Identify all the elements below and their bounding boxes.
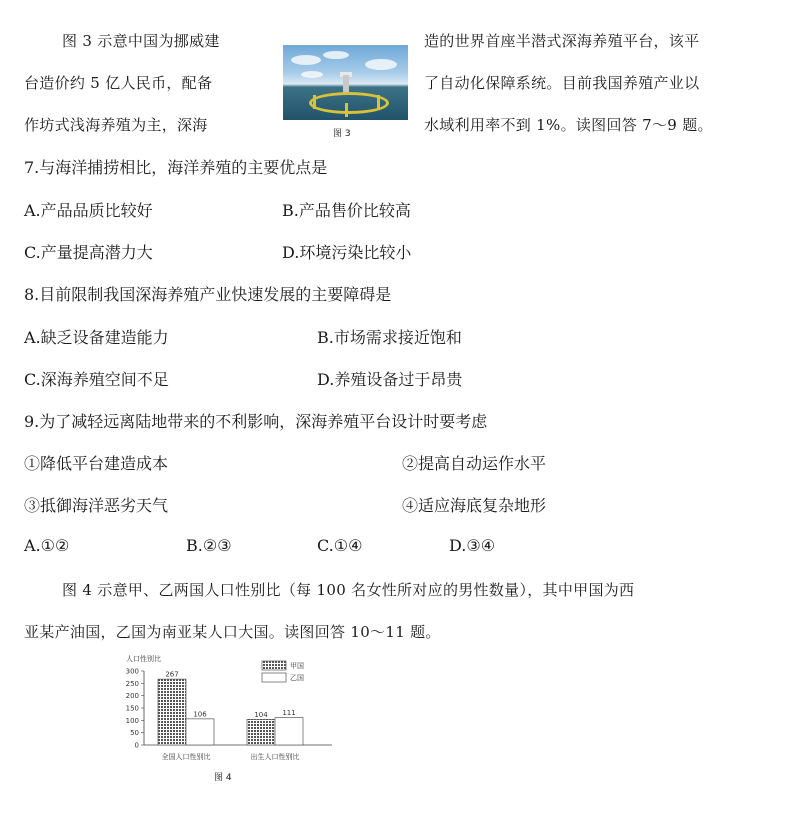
y-tick-label: 250: [125, 679, 139, 688]
q9-stem: 9.为了减轻远离陆地带来的不利影响，深海养殖平台设计时要考虑: [24, 412, 488, 431]
y-tick-label: 300: [125, 667, 139, 676]
passage1-line3-left: 作坊式浅海养殖为主，深海: [24, 116, 208, 134]
q9-option-b: B.②③: [186, 536, 232, 555]
q9-option-a: A.①②: [24, 536, 70, 555]
passage1-line2-right: 了自动化保障系统。目前我国养殖产业以: [424, 74, 700, 92]
passage1-line1-right: 造的世界首座半潜式深海养殖平台，该平: [424, 32, 700, 50]
legend-label: 甲国: [290, 662, 304, 670]
x-category-label: 全国人口性别比: [161, 753, 211, 761]
q7-option-a: A.产品品质比较好: [24, 201, 153, 220]
q8-option-c: C.深海养殖空间不足: [24, 370, 169, 389]
q7-option-b: B.产品售价比较高: [282, 201, 411, 220]
y-tick-label: 0: [134, 741, 139, 750]
q7-option-d: D.环境污染比较小: [282, 243, 412, 262]
bar-value-label: 106: [193, 710, 207, 719]
q8-stem: 8.目前限制我国深海养殖产业快速发展的主要障碍是: [24, 285, 392, 304]
y-axis-label: 人口性别比: [126, 655, 161, 663]
q9-statement-1: ①降低平台建造成本: [24, 454, 169, 473]
y-tick-label: 100: [125, 716, 139, 725]
q8-option-a: A.缺乏设备建造能力: [24, 328, 169, 347]
y-tick-label: 150: [125, 704, 139, 713]
figure4-sex-ratio-chart: [110, 652, 340, 777]
passage1-line1-left: 图 3 示意中国为挪威建: [62, 32, 220, 50]
figure3-caption: 图 3: [333, 129, 351, 139]
bar-value-label: 104: [254, 710, 268, 719]
passage2-line1: 图 4 示意甲、乙两国人口性别比（每 100 名女性所对应的男性数量），其中甲国为西: [62, 581, 635, 599]
y-tick-label: 200: [125, 692, 139, 701]
q8-option-d: D.养殖设备过于昂贵: [317, 370, 463, 389]
q7-stem: 7.与海洋捕捞相比，海洋养殖的主要优点是: [24, 158, 328, 177]
q9-statement-3: ③抵御海洋恶劣天气: [24, 496, 169, 515]
x-category-label: 出生人口性别比: [250, 753, 300, 761]
figure3-platform-photo: [283, 45, 408, 120]
legend-label: 乙国: [290, 674, 304, 682]
bar-甲国-出生人口性别比: [247, 719, 275, 745]
passage1-line2-left: 台造价约 5 亿人民币，配备: [24, 74, 213, 92]
bar-value-label: 111: [282, 709, 296, 718]
figure4-caption: 图 4: [214, 773, 232, 783]
legend-swatch-甲国: [262, 661, 286, 670]
passage2-line2: 亚某产油国，乙国为南亚某人口大国。读图回答 10～11 题。: [24, 623, 441, 641]
y-tick-label: 50: [130, 729, 139, 738]
q9-statement-2: ②提高自动运作水平: [402, 454, 547, 473]
bar-乙国-出生人口性别比: [275, 718, 303, 745]
passage1-line3-right: 水域利用率不到 1%。读图回答 7～9 题。: [424, 116, 713, 134]
q9-option-c: C.①④: [317, 536, 363, 555]
bar-乙国-全国人口性别比: [186, 719, 214, 745]
q7-option-c: C.产量提高潜力大: [24, 243, 153, 262]
q9-statement-4: ④适应海底复杂地形: [402, 496, 547, 515]
bar-甲国-全国人口性别比: [158, 679, 186, 745]
q8-option-b: B.市场需求接近饱和: [317, 328, 462, 347]
legend-swatch-乙国: [262, 673, 286, 682]
bar-value-label: 267: [165, 670, 179, 679]
q9-option-d: D.③④: [449, 536, 496, 555]
